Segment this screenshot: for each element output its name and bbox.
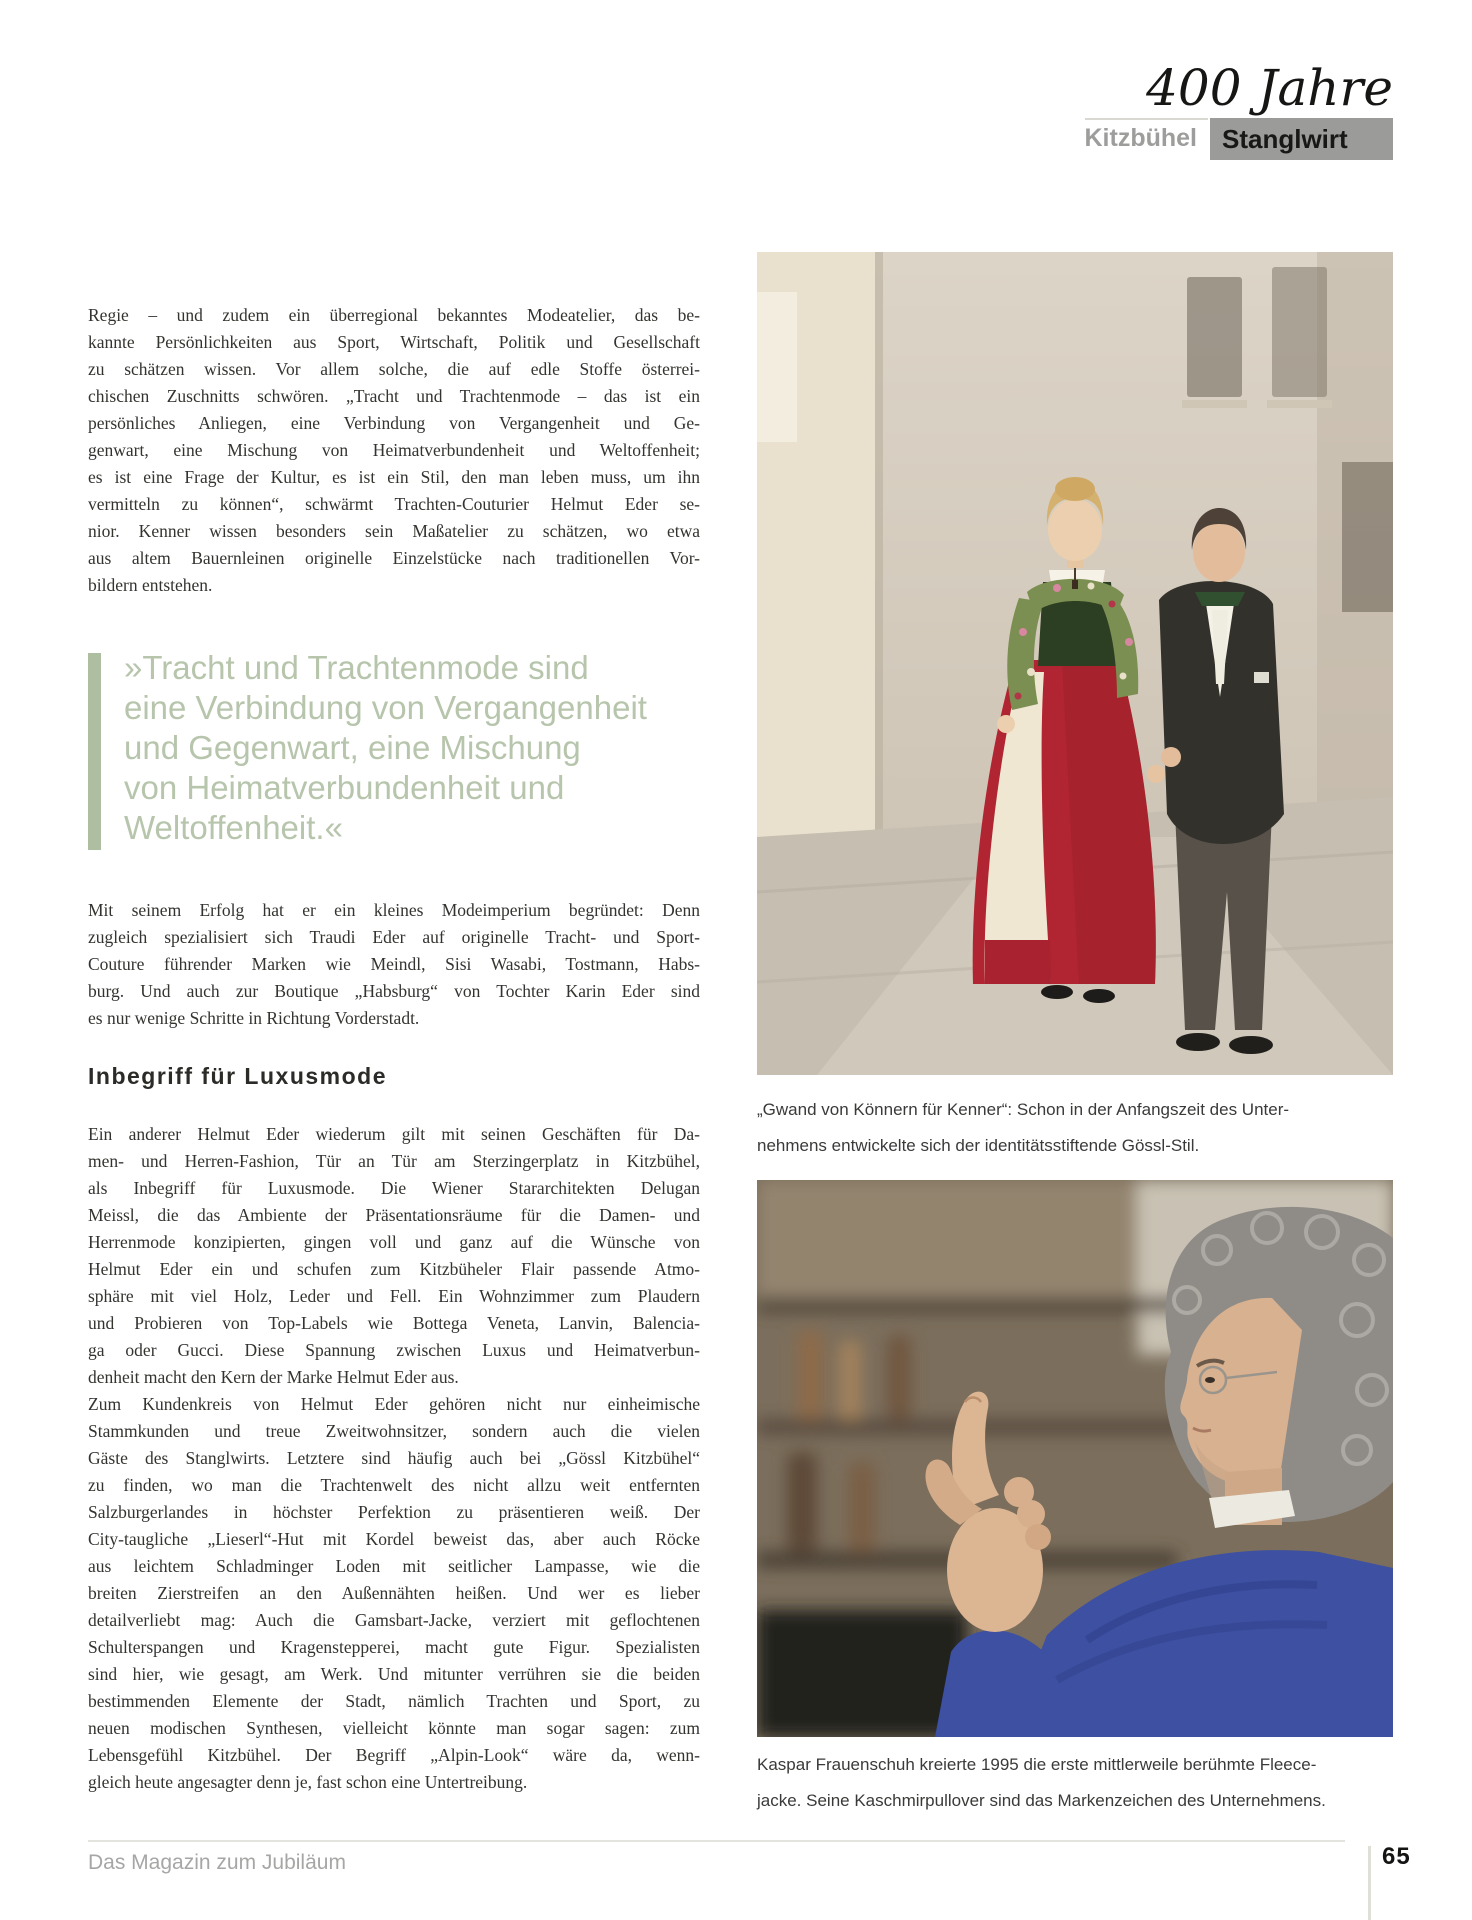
header-rule xyxy=(1085,118,1208,120)
pull-quote: »Tracht und Trachtenmode sind eine Verbindung von Vergangenheit und Gegenwart, eine Mischung von Heimatverbundenheit und Weltoffenheit.« xyxy=(124,649,647,846)
article-paragraph-3: Ein anderer Helmut Eder wiederum gilt mit seinen Geschäften für Da- men- und Herren-Fashion, Tür an Tür am Sterzingerplatz in Kitzbühel, als Inbegriff für Luxusmode. Die Wiener Stararchitekten Delugan Meissl, die das Ambiente der Präsentationsräume für die Damen- und Herrenmode konzipierten, gingen voll und ganz auf die Wünsche von Helmut Eder ein und schufen zum Kitzbüheler Flair passende Atmo- sphäre mit viel Holz, Leder und Fell. Ein Wohnzimmer zum Plaudern und Probieren von Top-Labels wie Bottega Veneta, Lanvin, Balencia- ga oder Gucci. Diese Spannung zwischen Luxus und Heimatverbun- denheit macht den Kern der Marke Helmut Eder aus. xyxy=(88,1124,700,1387)
footer-magazine-label: Das Magazin zum Jubiläum xyxy=(88,1851,346,1874)
figure-1-caption: „Gwand von Könnern für Kenner“: Schon in der Anfangszeit des Unter- nehmens entwickelte sich der identitätsstiftende Gössl-Stil. xyxy=(757,1100,1290,1155)
article-paragraph-2: Mit seinem Erfolg hat er ein kleines Modeimperium begründet: Denn zugleich spezialisiert sich Traudi Eder auf originelle Tracht- und Sport- Couture führender Marken wie Meindl, Sisi Wasabi, Tostmann, Habs- burg. Und auch zur Boutique „Habsburg“ von Tochter Karin Eder sind es nur wenige Schritte in Richtung Vorderstadt. xyxy=(88,900,700,1028)
footer-vertical-rule xyxy=(1368,1846,1371,1920)
figure-2-photo-kaspar-frauenschuh xyxy=(757,1180,1393,1737)
pull-quote-bar xyxy=(88,653,101,850)
section-heading: Inbegriff für Luxusmode xyxy=(88,1063,387,1089)
article-paragraph-4: Zum Kundenkreis von Helmut Eder gehören nicht nur einheimische Stammkunden und treue Zweitwohnsitzer, sondern auch die vielen Gäste des Stanglwirts. Letztere sind häufig auch bei „Gössl Kitzbühel“ zu finden, wo man die Trachtenwelt des nicht allzu weit entfernten Salzburgerlandes in höchster Perfektion zu präsentieren weiß. Der City-taugliche „Lieserl“-Hut mit Kordel beweist das, aber auch Röcke aus leichtem Schladminger Loden mit seitlicher Lampasse, wie die breiten Zierstreifen an den Außennähten heißen. Und wer es lieber detailverliebt mag: Auch die Gamsbart-Jacke, verziert mit geflochtenen Schulterspangen und Kragenstepperei, macht gute Figur. Spezialisten sind hier, wie gesagt, am Werk. Und mitunter verrühren sie die beiden bestimmenden Elemente der Stadt, nämlich Trachten und Sport, zu neuen modischen Synthesen, vielleicht könnte man sogar sagen: zum Lebensgefühl Kitzbühel. Der Begriff „Alpin-Look“ wäre da, wenn- gleich heute angesagter denn je, fast schon eine Untertreibung. xyxy=(88,1394,700,1792)
figure-2-caption: Kaspar Frauenschuh kreierte 1995 die erste mittlerweile berühmte Fleece- jacke. Seine Kaschmirpullover sind das Markenzeichen des Unternehmens. xyxy=(757,1755,1326,1810)
header-brand-box xyxy=(1210,118,1393,160)
footer-rule xyxy=(88,1840,1345,1842)
anniversary-script-title: 400 Jahre xyxy=(1146,59,1393,117)
figure-1-photo-couple-in-tracht xyxy=(757,252,1393,1075)
header-location: Kitzbühel xyxy=(1084,124,1197,152)
header-brand-label: Stanglwirt xyxy=(1222,123,1348,154)
article-paragraph-1: Regie – und zudem ein überregional bekanntes Modeatelier, das be- kannte Persönlichkeiten aus Sport, Wirtschaft, Politik und Gesellschaft zu schätzen wissen. Vor allem solche, die auf edle Stoffe österrei- chischen Zuschnitts schwören. „Tracht und Trachtenmode – das ist ein persönliches Anliegen, eine Verbindung von Vergangenheit und Ge- genwart, eine Mischung von Heimatverbundenheit und Weltoffenheit; es ist eine Frage der Kultur, es ist ein Stil, den man leben muss, um ihn vermitteln zu können“, schwärmt Trachten-Couturier Helmut Eder se- nior. Kenner wissen besonders sein Maßatelier zu schätzen, wo etwa aus altem Bauernleinen originelle Einzelstücke nach traditionellen Vor- bildern entstehen. xyxy=(88,305,700,595)
page-number: 65 xyxy=(1382,1843,1411,1870)
